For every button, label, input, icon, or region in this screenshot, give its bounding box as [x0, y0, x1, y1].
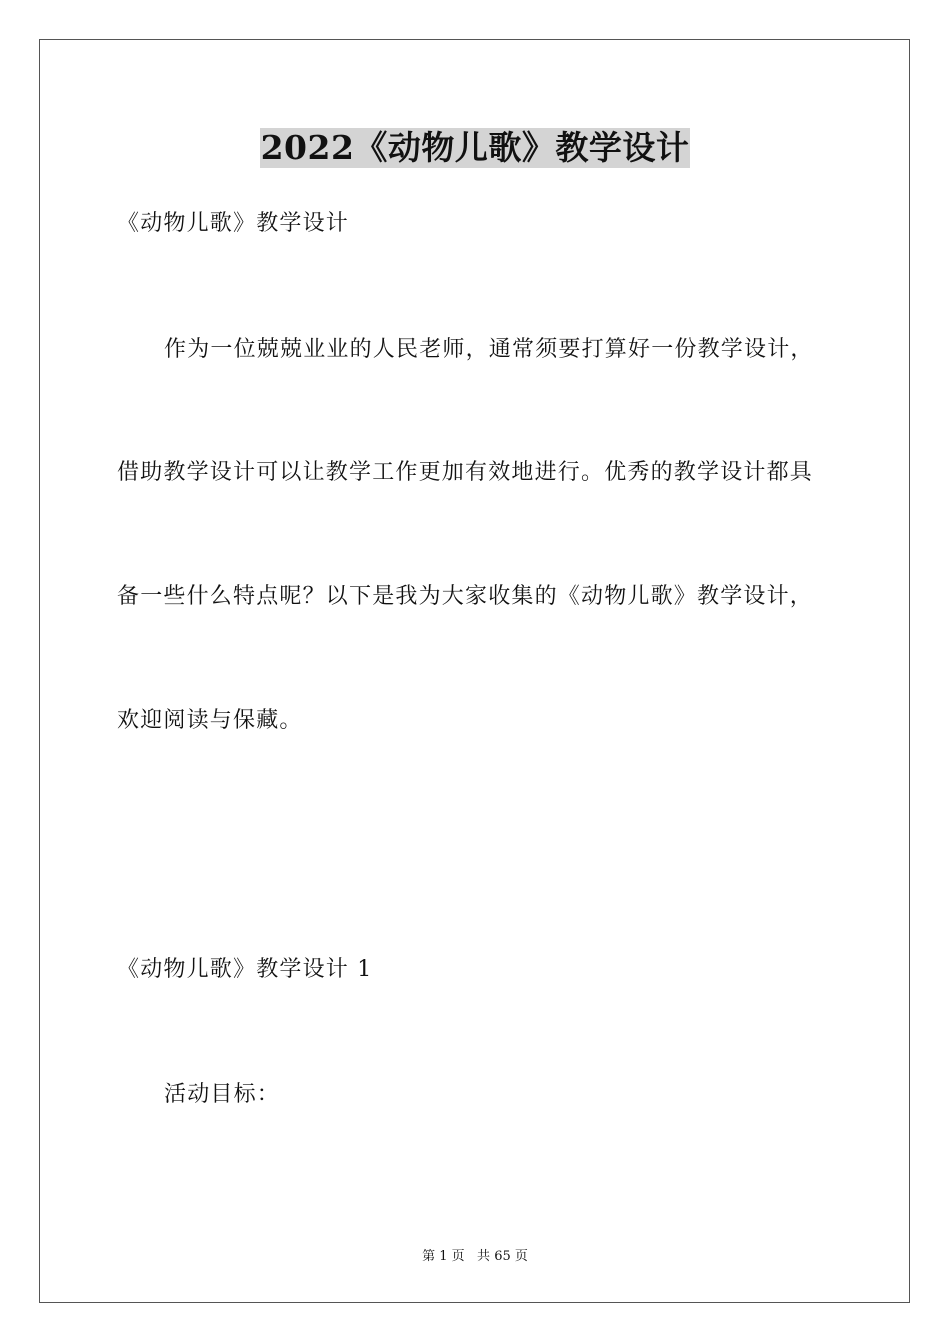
- intro-line-4: 欢迎阅读与保藏。: [117, 708, 303, 733]
- subtitle: 《动物儿歌》教学设计: [117, 211, 350, 236]
- document-title: 2022《动物儿歌》教学设计: [260, 128, 690, 167]
- intro-line-2: 借助教学设计可以让教学工作更加有效地进行。优秀的教学设计都具: [117, 460, 814, 485]
- page-footer: 第 1 页 共 65 页: [422, 1249, 528, 1264]
- section-heading: 《动物儿歌》教学设计 1: [117, 957, 373, 982]
- intro-line-1: 作为一位兢兢业业的人民老师，通常须要打算好一份教学设计，: [164, 337, 814, 362]
- activity-goals-label: 活动目标：: [164, 1082, 281, 1107]
- title-container: [0, 128, 950, 168]
- intro-line-3: 备一些什么特点呢？以下是我为大家收集的《动物儿歌》教学设计，: [117, 584, 814, 609]
